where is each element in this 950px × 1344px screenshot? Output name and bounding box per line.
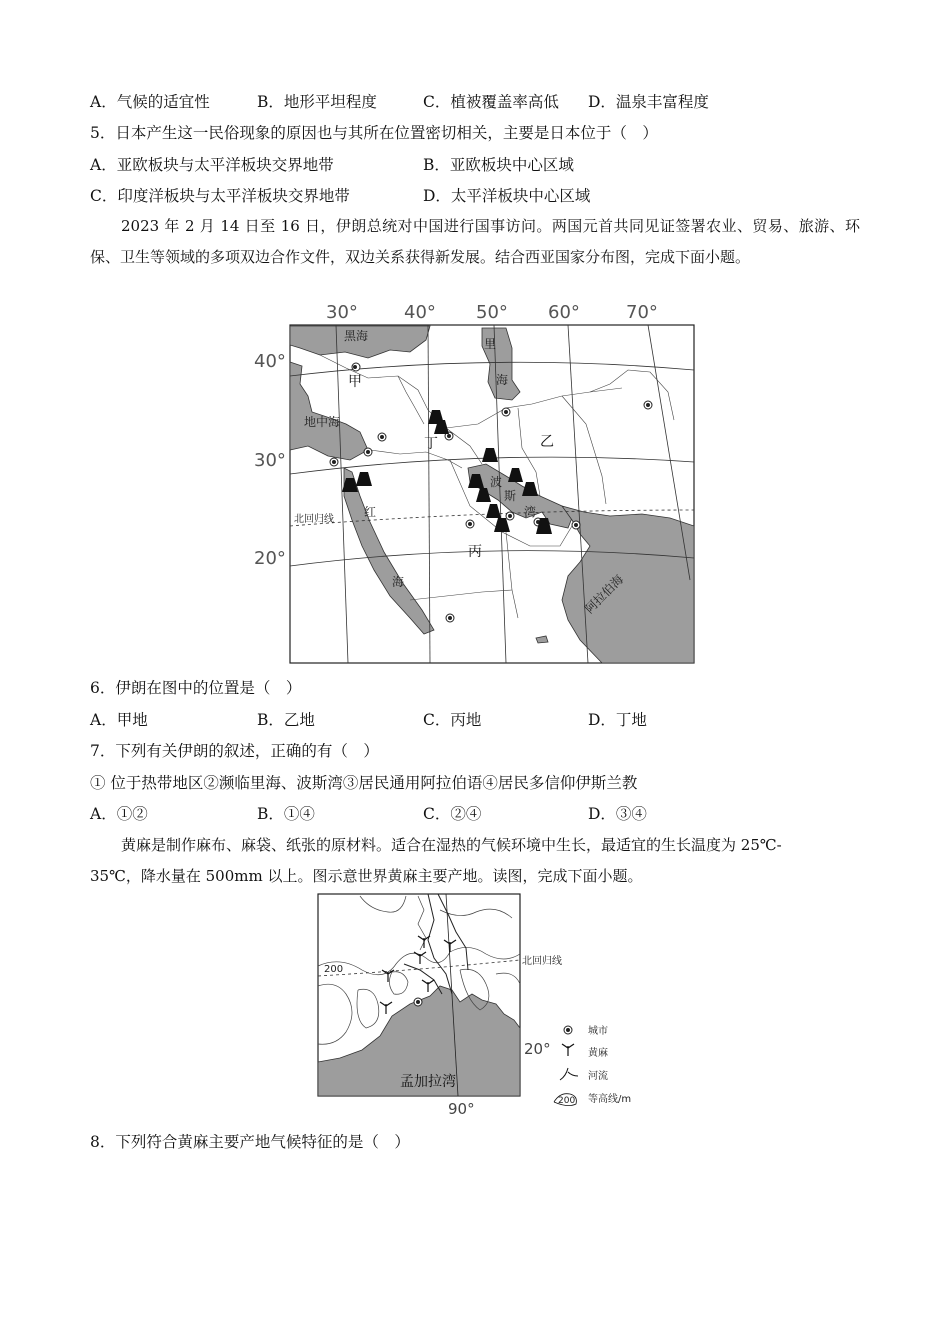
label-med-sea: 地中海 [304,415,341,429]
label-contour-200: 200 [324,964,344,975]
label-tropic-2: 北回归线 [522,956,562,967]
lat-label-40: 40° [254,351,286,372]
label-jia: 甲 [348,374,362,390]
legend-jute: 黄麻 [588,1048,608,1059]
label-caspian-1: 里 [484,337,497,351]
q7-option-a: A．①② [90,805,148,823]
lat-label-20: 20° [254,548,286,569]
lon-label-70: 70° [626,302,658,323]
label-yi: 乙 [540,434,554,450]
q4-option-d: D．温泉丰富程度 [588,93,709,111]
lon-label-60: 60° [548,302,580,323]
label-ding: 丁 [424,436,438,452]
label-red-2: 海 [392,575,405,589]
q7-option-c: C．②④ [423,805,482,823]
q5-option-a: A．亚欧板块与太平洋板块交界地带 [90,156,334,174]
lon-label-40: 40° [404,302,436,323]
passage-iran: 2023 年 2 月 14 日至 16 日，伊朗总统对中国进行国事访问。两国元首共同见证签署农业、贸易、旅游、环保、卫生等领域的多项双边合作文件，双边关系获得新发展。结合西亚国家分布图，完成下面小题。 [90,217,860,266]
q4-option-a: A．气候的适宜性 [90,93,210,111]
q4-option-c: C．植被覆盖率高低 [423,93,559,111]
q7-option-b: B．①④ [257,805,315,823]
q5-option-b: B．亚欧板块中心区域 [423,156,574,174]
label-red-1: 红 [364,505,377,519]
label-gulf-3: 湾 [524,505,537,519]
jute-map [300,890,645,1120]
passage-jute-line1: 黄麻是制作麻布、麻袋、纸张的原材料。适合在湿热的气候环境中生长，最适宜的生长温度为 25℃- [121,836,782,854]
q5-option-d: D．太平洋板块中心区域 [423,187,591,205]
legend-contour: 等高线/m [588,1094,632,1105]
label-gulf-2: 斯 [504,489,517,503]
q7-statements: ① 位于热带地区②濒临里海、波斯湾③居民通用阿拉伯语④居民多信仰伊斯兰教 [90,774,638,792]
passage-jute-line2: 35℃，降水量在 500mm 以上。图示意世界黄麻主要产地。读图，完成下面小题。 [90,867,643,885]
label-bing: 丙 [468,544,482,560]
q6-option-a: A．甲地 [90,711,148,729]
lon-label-30: 30° [326,302,358,323]
q6-stem: 6．伊朗在图中的位置是（ ） [90,679,302,697]
q6-option-d: D．丁地 [588,711,647,729]
q5-stem: 5．日本产生这一民俗现象的原因也与其所在位置密切相关，主要是日本位于（ ） [90,124,658,142]
label-lat-20: 20° [524,1040,551,1058]
label-gulf-1: 波 [490,475,503,489]
label-lon-90: 90° [448,1100,475,1118]
label-arabian-sea: 阿拉伯海 [582,572,627,617]
q8-stem: 8．下列符合黄麻主要产地气候特征的是（ ） [90,1133,410,1151]
q4-option-b: B．地形平坦程度 [257,93,377,111]
legend-contour-value: 200 [558,1096,576,1106]
label-black-sea: 黑海 [344,329,369,343]
q7-option-d: D．③④ [588,805,647,823]
q5-option-c: C．印度洋板块与太平洋板块交界地带 [90,187,350,205]
q7-stem: 7．下列有关伊朗的叙述，正确的有（ ） [90,742,379,760]
legend-city: 城市 [588,1026,608,1037]
q6-option-b: B．乙地 [257,711,315,729]
legend-river: 河流 [588,1071,608,1082]
label-caspian-2: 海 [496,373,509,387]
q6-option-c: C．丙地 [423,711,482,729]
west-asia-map [250,300,700,668]
label-tropic: 北回归线 [294,514,334,525]
lat-label-30: 30° [254,450,286,471]
label-bay-of-bengal: 孟加拉湾 [400,1074,456,1090]
lon-label-50: 50° [476,302,508,323]
